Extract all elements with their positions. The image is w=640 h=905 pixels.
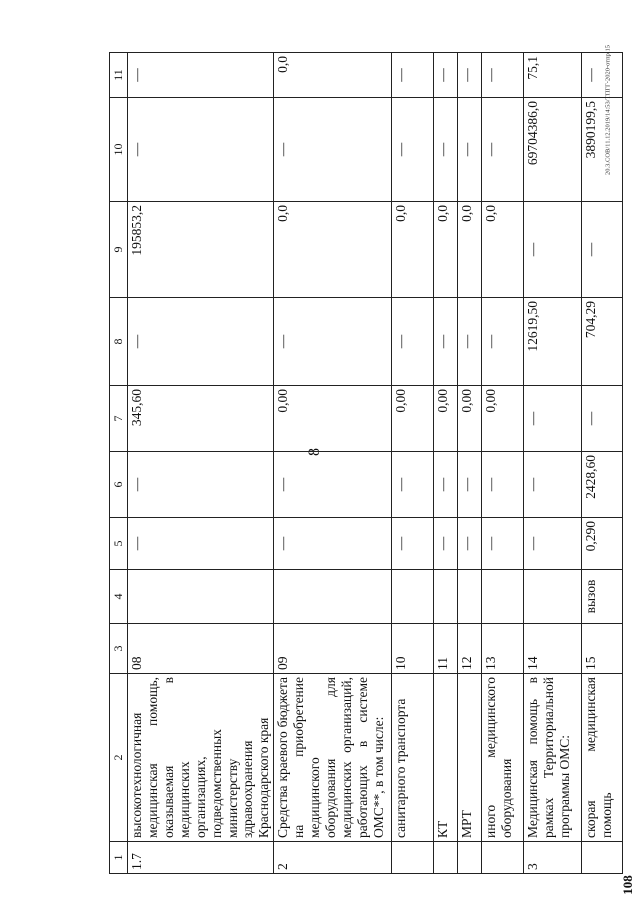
row-unit	[392, 570, 434, 624]
header-col-9: 9	[110, 202, 128, 298]
row-description: скорая медицинская помощь	[582, 674, 623, 842]
sheet-number: 108	[620, 875, 635, 895]
row-col-8: 12619,50	[524, 298, 582, 386]
header-col-11: 11	[110, 53, 128, 98]
header-col-6: 6	[110, 452, 128, 518]
row-col-6: —	[434, 452, 458, 518]
row-col-5: —	[458, 518, 482, 570]
row-number: 2	[274, 842, 392, 874]
row-col-10: —	[482, 98, 524, 202]
header-col-4: 4	[110, 570, 128, 624]
row-unit	[128, 570, 274, 624]
row-col-6: —	[458, 452, 482, 518]
header-col-10: 10	[110, 98, 128, 202]
row-col-5: —	[434, 518, 458, 570]
row-unit: вызов	[582, 570, 623, 624]
row-col-5: 0,290	[582, 518, 623, 570]
row-col-6: —	[392, 452, 434, 518]
row-col-7: 0,00	[274, 386, 392, 452]
row-col-10: —	[458, 98, 482, 202]
row-col-10: —	[392, 98, 434, 202]
row-col-8: —	[274, 298, 392, 386]
row-col-7: 345,60	[128, 386, 274, 452]
row-col-8: 704,29	[582, 298, 623, 386]
header-col-7: 7	[110, 386, 128, 452]
row-number	[392, 842, 434, 874]
row-unit	[458, 570, 482, 624]
row-col-5: —	[392, 518, 434, 570]
row-col-8: —	[434, 298, 458, 386]
table-row	[582, 53, 623, 874]
row-code: 11	[434, 624, 458, 674]
row-col-11: —	[392, 53, 434, 98]
row-description: Медицинская помощь в рамках Территориальной программы ОМС:	[524, 674, 582, 842]
header-row	[110, 53, 128, 874]
row-col-8: —	[392, 298, 434, 386]
row-col-6: —	[128, 452, 274, 518]
row-col-10: —	[274, 98, 392, 202]
row-col-11: —	[582, 53, 623, 98]
row-col-9: 0,0	[274, 202, 392, 298]
row-col-11: —	[434, 53, 458, 98]
row-col-7: 0,00	[434, 386, 458, 452]
row-col-6: 2428,60	[582, 452, 623, 518]
row-description: Средства краевого бюджета на приобретение медицинского оборудования для медицинских организаций, работающих в системе ОМС**, в том числе:	[274, 674, 392, 842]
row-col-9: 0,0	[392, 202, 434, 298]
row-col-11: —	[458, 53, 482, 98]
row-col-7: —	[524, 386, 582, 452]
row-number	[434, 842, 458, 874]
table-row	[434, 53, 458, 874]
row-col-11: 0,0	[274, 53, 392, 98]
row-col-6: —	[482, 452, 524, 518]
row-col-10: —	[434, 98, 458, 202]
row-col-7: 0,00	[392, 386, 434, 452]
row-code: 10	[392, 624, 434, 674]
row-col-7: —	[582, 386, 623, 452]
row-col-6: —	[524, 452, 582, 518]
row-col-9: 195853,2	[128, 202, 274, 298]
row-col-5: —	[274, 518, 392, 570]
row-code: 09	[274, 624, 392, 674]
row-col-7: 0,00	[482, 386, 524, 452]
row-description: иного медицинского оборудования	[482, 674, 524, 842]
row-col-7: 0,00	[458, 386, 482, 452]
header-col-5: 5	[110, 518, 128, 570]
row-unit	[434, 570, 458, 624]
row-col-10: 3890199,5	[582, 98, 623, 202]
row-col-9: 0,0	[482, 202, 524, 298]
table-row	[128, 53, 274, 874]
row-code: 12	[458, 624, 482, 674]
document-stamp: 20.3.СОВ/11.12.2019/14:53/ТПГГ-2020-отпр.15	[604, 45, 612, 175]
row-col-11: —	[128, 53, 274, 98]
row-number: 1.7	[128, 842, 274, 874]
row-col-5: —	[524, 518, 582, 570]
header-col-1: 1	[110, 842, 128, 874]
row-col-5: —	[482, 518, 524, 570]
row-code: 13	[482, 624, 524, 674]
table-row	[524, 53, 582, 874]
row-code: 14	[524, 624, 582, 674]
row-description: санитарного транспорта	[392, 674, 434, 842]
row-description: КТ	[434, 674, 458, 842]
row-col-5: —	[128, 518, 274, 570]
header-col-3: 3	[110, 624, 128, 674]
header-col-8: 8	[110, 298, 128, 386]
row-number	[582, 842, 623, 874]
table-row	[482, 53, 524, 874]
row-description: высокотехнологичная медицинская помощь, оказываемая в медицинских организациях, подведомственных министерству здравоохранения Краснодарского края	[128, 674, 274, 842]
row-col-10: 69704386,0	[524, 98, 582, 202]
page-number: 8	[306, 448, 323, 456]
row-unit	[482, 570, 524, 624]
row-unit	[274, 570, 392, 624]
table-row	[274, 53, 392, 874]
row-col-9: —	[582, 202, 623, 298]
row-col-9: —	[524, 202, 582, 298]
row-description: МРТ	[458, 674, 482, 842]
row-col-10: —	[128, 98, 274, 202]
row-col-6: —	[274, 452, 392, 518]
row-col-8: —	[458, 298, 482, 386]
row-unit	[524, 570, 582, 624]
row-number	[458, 842, 482, 874]
table-row	[458, 53, 482, 874]
row-col-9: 0,0	[434, 202, 458, 298]
row-col-8: —	[128, 298, 274, 386]
financing-table	[109, 52, 623, 874]
row-number: 3	[524, 842, 582, 874]
table-row	[392, 53, 434, 874]
row-col-11: 75,1	[524, 53, 582, 98]
row-code: 08	[128, 624, 274, 674]
row-col-11: —	[482, 53, 524, 98]
row-code: 15	[582, 624, 623, 674]
row-col-9: 0,0	[458, 202, 482, 298]
header-col-2: 2	[110, 674, 128, 842]
row-number	[482, 842, 524, 874]
row-col-8: —	[482, 298, 524, 386]
